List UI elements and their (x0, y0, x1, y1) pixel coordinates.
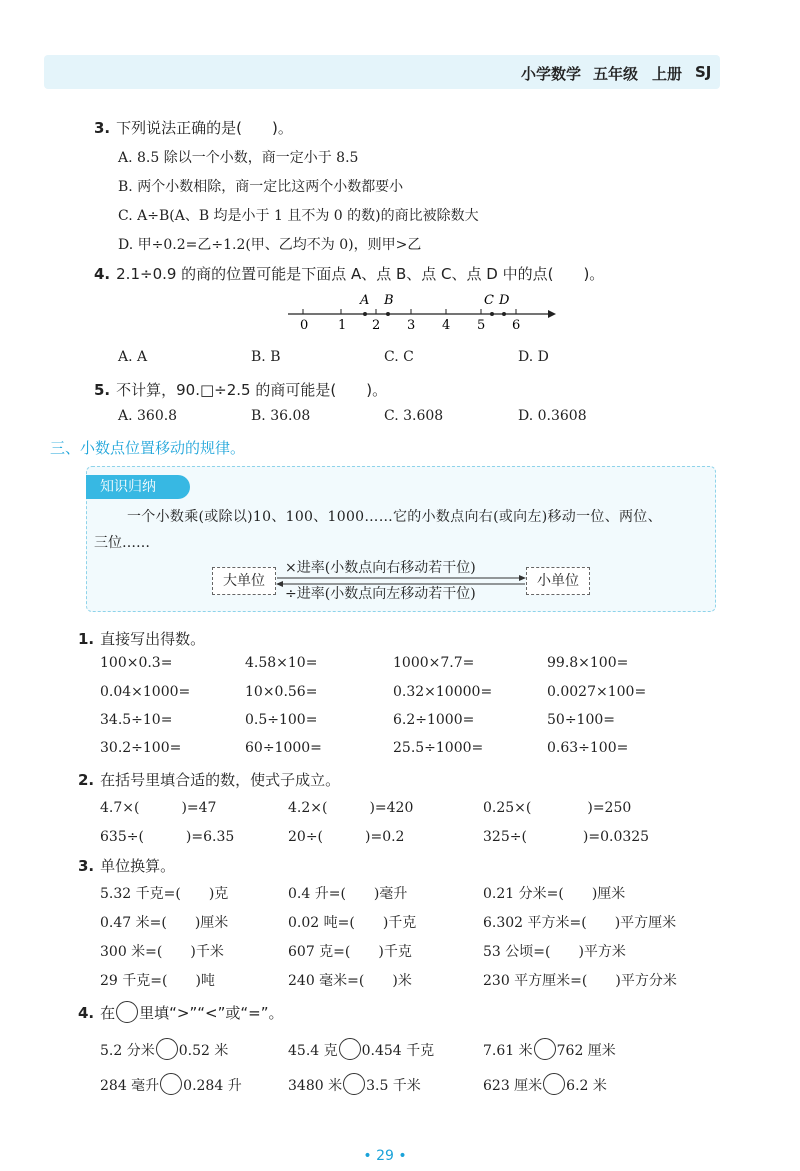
tick-6 (512, 309, 520, 333)
big-unit-box: 大单位 (212, 567, 276, 595)
p4-stem: 4. 在 里填“>”“<”或“=”。 (78, 1002, 284, 1025)
p4-item: 284 毫升 0.284 升 (100, 1075, 242, 1097)
p4-item: 623 厘米 6.2 米 (483, 1075, 607, 1097)
section-3-title: 三、小数点位置移动的规律。 (50, 439, 246, 457)
svg-text:5: 5 (477, 318, 486, 333)
right-arrow-head (519, 575, 526, 581)
p4-item: 5.2 分米 0.52 米 (100, 1040, 228, 1062)
p1-item: 1000×7.7= (393, 655, 475, 671)
p3-item: 300 米=( )千米 (100, 944, 224, 960)
number-line-arrow (548, 310, 556, 318)
p4-item: 7.61 米 762 厘米 (483, 1040, 616, 1062)
p3-item: 6.302 平方米=( )平方厘米 (483, 915, 677, 931)
svg-text:2: 2 (372, 318, 381, 333)
q4-option-b: B. B (251, 349, 281, 365)
p1-item: 30.2÷100= (100, 740, 182, 756)
p1-item: 99.8×100= (547, 655, 629, 671)
tick-0 (300, 309, 308, 333)
svg-text:6: 6 (512, 318, 521, 333)
p3-item: 5.32 千克=( )克 (100, 886, 229, 902)
p4-item: 45.4 克 0.454 千克 (288, 1040, 434, 1062)
p3-item: 230 平方厘米=( )平方分米 (483, 973, 677, 989)
conversion-arrows (275, 574, 527, 588)
knowledge-line-1: 一个小数乘(或除以)10、100、1000……它的小数点向右(或向左)移动一位、两位、 (127, 509, 662, 525)
p3-item: 0.47 米=( )厘米 (100, 915, 229, 931)
q4-option-c: C. C (384, 349, 414, 365)
q3-option-a: A. 8.5 除以一个小数，商一定小于 8.5 (118, 150, 359, 166)
q4-option-d: D. D (518, 349, 549, 365)
q5-option-c: C. 3.608 (384, 408, 444, 424)
p1-item: 10×0.56= (245, 684, 318, 700)
tick-5 (477, 309, 485, 333)
q5-option-a: A. 360.8 (118, 408, 178, 424)
p2-stem: 2. 在括号里填合适的数，使式子成立。 (78, 771, 341, 789)
svg-text:D: D (499, 293, 510, 308)
p1-item: 4.58×10= (245, 655, 318, 671)
p3-item: 0.02 吨=( )千克 (288, 915, 417, 931)
p1-item: 60÷1000= (245, 740, 322, 756)
p2-item: 4.2×( )=420 (288, 800, 414, 816)
knowledge-tag: 知识归纳 (86, 475, 190, 499)
compare-circle-input[interactable] (156, 1038, 178, 1060)
svg-text:A: A (360, 293, 370, 308)
svg-text:C: C (484, 293, 494, 308)
compare-circle-input[interactable] (339, 1038, 361, 1060)
p2-item: 4.7×( )=47 (100, 800, 217, 816)
compare-circle-input[interactable] (543, 1073, 565, 1095)
knowledge-line-2: 三位…… (94, 535, 150, 551)
small-unit-box: 小单位 (526, 567, 590, 595)
p3-item: 53 公顷=( )平方米 (483, 944, 626, 960)
q5-stem: 5. 不计算，90.□÷2.5 的商可能是( )。 (94, 381, 388, 399)
page-number: • 29 • (363, 1148, 407, 1164)
p1-item: 6.2÷1000= (393, 712, 475, 728)
q5-option-b: B. 36.08 (251, 408, 311, 424)
p2-item: 635÷( )=6.35 (100, 829, 235, 845)
p2-item: 325÷( )=0.0325 (483, 829, 650, 845)
tick-3 (407, 309, 415, 333)
p1-stem: 1. 直接写出得数。 (78, 630, 206, 648)
p2-item: 20÷( )=0.2 (288, 829, 405, 845)
p1-item: 0.0027×100= (547, 684, 647, 700)
p1-item: 25.5÷1000= (393, 740, 484, 756)
q5-option-d: D. 0.3608 (518, 408, 587, 424)
q3-option-d: D. 甲÷0.2=乙÷1.2(甲、乙均不为 0)，则甲>乙 (118, 237, 422, 253)
q4-option-a: A. A (118, 349, 148, 365)
p1-item: 0.5÷100= (245, 712, 318, 728)
header-subject: 小学数学 (521, 65, 582, 83)
p4-item: 3480 米 3.5 千米 (288, 1075, 421, 1097)
dot-icon: • (398, 1148, 407, 1164)
svg-text:1: 1 (338, 318, 347, 333)
svg-text:4: 4 (442, 318, 451, 333)
svg-text:B: B (384, 293, 394, 308)
p1-item: 0.04×1000= (100, 684, 191, 700)
point-c (484, 293, 494, 316)
p1-item: 100×0.3= (100, 655, 173, 671)
p1-item: 34.5÷10= (100, 712, 173, 728)
p3-item: 607 克=( )千克 (288, 944, 412, 960)
p1-item: 0.32×10000= (393, 684, 493, 700)
p3-item: 29 千克=( )吨 (100, 973, 215, 989)
left-arrow-head (276, 581, 283, 587)
tick-1 (338, 309, 346, 333)
dot-icon: • (363, 1148, 372, 1164)
compare-circle-input[interactable] (343, 1073, 365, 1095)
compare-circle-input[interactable] (534, 1038, 556, 1060)
q3-stem: 3. 下列说法正确的是( )。 (94, 119, 293, 137)
svg-text:3: 3 (407, 318, 416, 333)
header-grade: 五年级 (593, 65, 639, 83)
q3-option-b: B. 两个小数相除，商一定比这两个小数都要小 (118, 179, 404, 195)
header-edition: SJ (695, 63, 712, 81)
p3-stem: 3. 单位换算。 (78, 857, 176, 875)
p3-item: 0.21 分米=( )厘米 (483, 886, 626, 902)
p2-item: 0.25×( )=250 (483, 800, 632, 816)
tick-4 (442, 309, 450, 333)
point-d (498, 293, 510, 316)
svg-text:0: 0 (300, 318, 309, 333)
compare-circle-input[interactable] (160, 1073, 182, 1095)
tick-2 (372, 309, 380, 333)
point-b (383, 293, 394, 316)
compare-circle-icon (116, 1001, 138, 1023)
p1-item: 50÷100= (547, 712, 615, 728)
point-a (359, 293, 369, 316)
bottom-arrow-label: ÷进率(小数点向左移动若干位) (285, 586, 476, 602)
p3-item: 0.4 升=( )毫升 (288, 886, 408, 902)
header-volume: 上册 (652, 65, 683, 83)
number-line (280, 282, 560, 334)
p3-item: 240 毫米=( )米 (288, 973, 412, 989)
q3-option-c: C. A÷B(A、B 均是小于 1 且不为 0 的数)的商比被除数大 (118, 208, 479, 224)
top-arrow-label: ×进率(小数点向右移动若干位) (285, 560, 476, 576)
p1-item: 0.63÷100= (547, 740, 629, 756)
q4-stem: 4. 2.1÷0.9 的商的位置可能是下面点 A、点 B、点 C、点 D 中的点( )。 (94, 265, 605, 283)
